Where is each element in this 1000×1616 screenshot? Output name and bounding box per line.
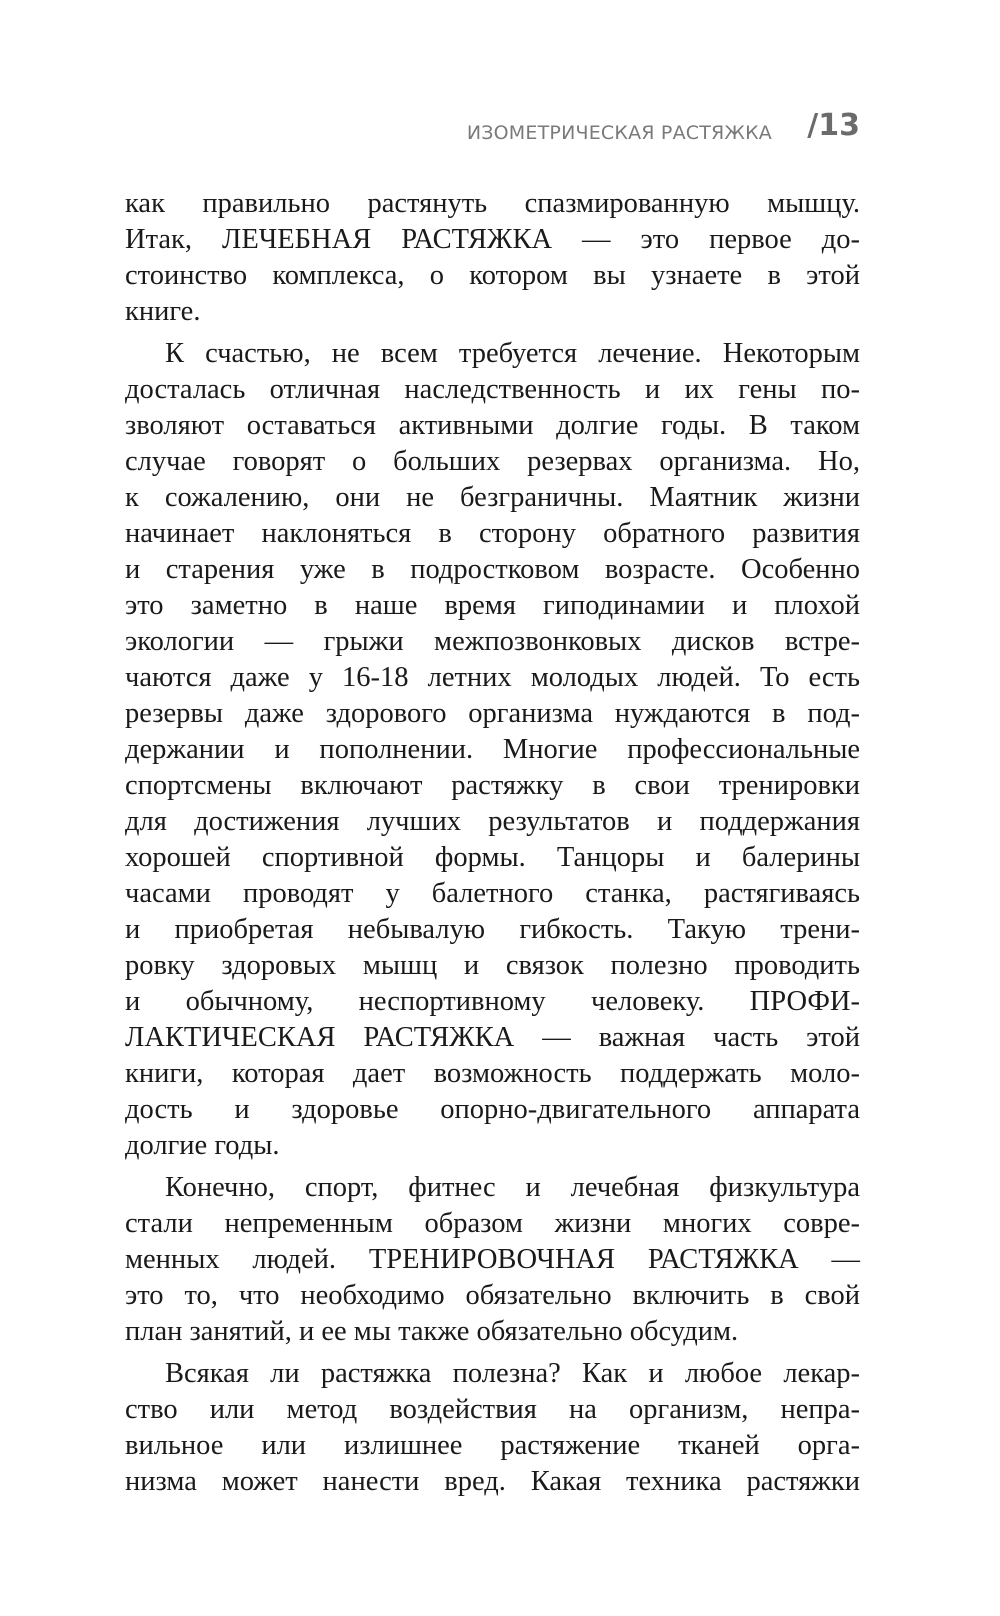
text-line: Всякая ли растяжка полезна? Как и любое лекар- [165, 1358, 860, 1389]
text-line: и старения уже в подростковом возрасте. Особенно [125, 554, 860, 585]
text-line: и обычному, неспортивному человеку. ПРОФИ- [125, 986, 860, 1017]
text-line: низма может нанести вред. Какая техника растяжки [125, 1466, 860, 1497]
text-line: дость и здоровье опорно-двигательного аппарата [125, 1094, 860, 1125]
text-line: долгие годы. [125, 1130, 280, 1161]
body-text [125, 186, 860, 1500]
text-line: резервы даже здорового организма нуждаются в под- [125, 698, 860, 729]
text-line: к сожалению, они не безграничны. Маятник жизни [125, 482, 860, 513]
text-line: и приобретая небывалую гибкость. Такую трени- [125, 914, 860, 945]
text-line: книги, которая дает возможность поддержать моло- [125, 1058, 860, 1089]
running-header [125, 108, 860, 158]
text-line: это заметно в наше время гиподинамии и плохой [125, 590, 860, 621]
text-line: экологии — грыжи межпозвонковых дисков встре- [125, 626, 860, 657]
text-line: ЛАКТИЧЕСКАЯ РАСТЯЖКА — важная часть этой [125, 1022, 860, 1053]
running-title: ИЗОМЕТРИЧЕСКАЯ РАСТЯЖКА [466, 122, 772, 144]
text-line: как правильно растянуть спазмированную мышцу. [125, 188, 860, 219]
text-line: Итак, ЛЕЧЕБНАЯ РАСТЯЖКА — это первое до- [125, 224, 860, 255]
text-line: случае говорят о больших резервах организма. Но, [125, 446, 860, 477]
text-line: ство или метод воздействия на организм, непра- [125, 1394, 860, 1425]
text-line: стоинство комплекса, о котором вы узнаете в этой [125, 260, 860, 291]
text-line: план занятий, и ее мы также обязательно обсудим. [125, 1316, 739, 1347]
text-line: для достижения лучших результатов и поддержания [125, 806, 860, 837]
text-line: К счастью, не всем требуется лечение. Некоторым [165, 338, 860, 369]
text-line: Конечно, спорт, фитнес и лечебная физкультура [165, 1172, 860, 1203]
text-line: зволяют оставаться активными долгие годы. В таком [125, 410, 860, 441]
text-line: досталась отличная наследственность и их гены по- [125, 374, 860, 405]
text-line: чаются даже у 16-18 летних молодых людей. То есть [125, 662, 860, 693]
text-line: вильное или излишнее растяжение тканей орга- [125, 1430, 860, 1461]
text-line: стали непременным образом жизни многих совре- [125, 1208, 860, 1239]
text-line: это то, что необходимо обязательно включить в свой [125, 1280, 860, 1311]
text-line: хорошей спортивной формы. Танцоры и балерины [125, 842, 860, 873]
text-line: держании и пополнении. Многие профессиональные [125, 734, 860, 765]
page-number: /13 [807, 108, 860, 143]
text-line: начинает наклоняться в сторону обратного развития [125, 518, 860, 549]
text-line: менных людей. ТРЕНИРОВОЧНАЯ РАСТЯЖКА — [125, 1244, 860, 1275]
text-line: часами проводят у балетного станка, растягиваясь [125, 878, 860, 909]
text-line: книге. [125, 296, 201, 327]
text-line: ровку здоровых мышц и связок полезно проводить [125, 950, 860, 981]
text-line: спортсмены включают растяжку в свои тренировки [125, 770, 860, 801]
